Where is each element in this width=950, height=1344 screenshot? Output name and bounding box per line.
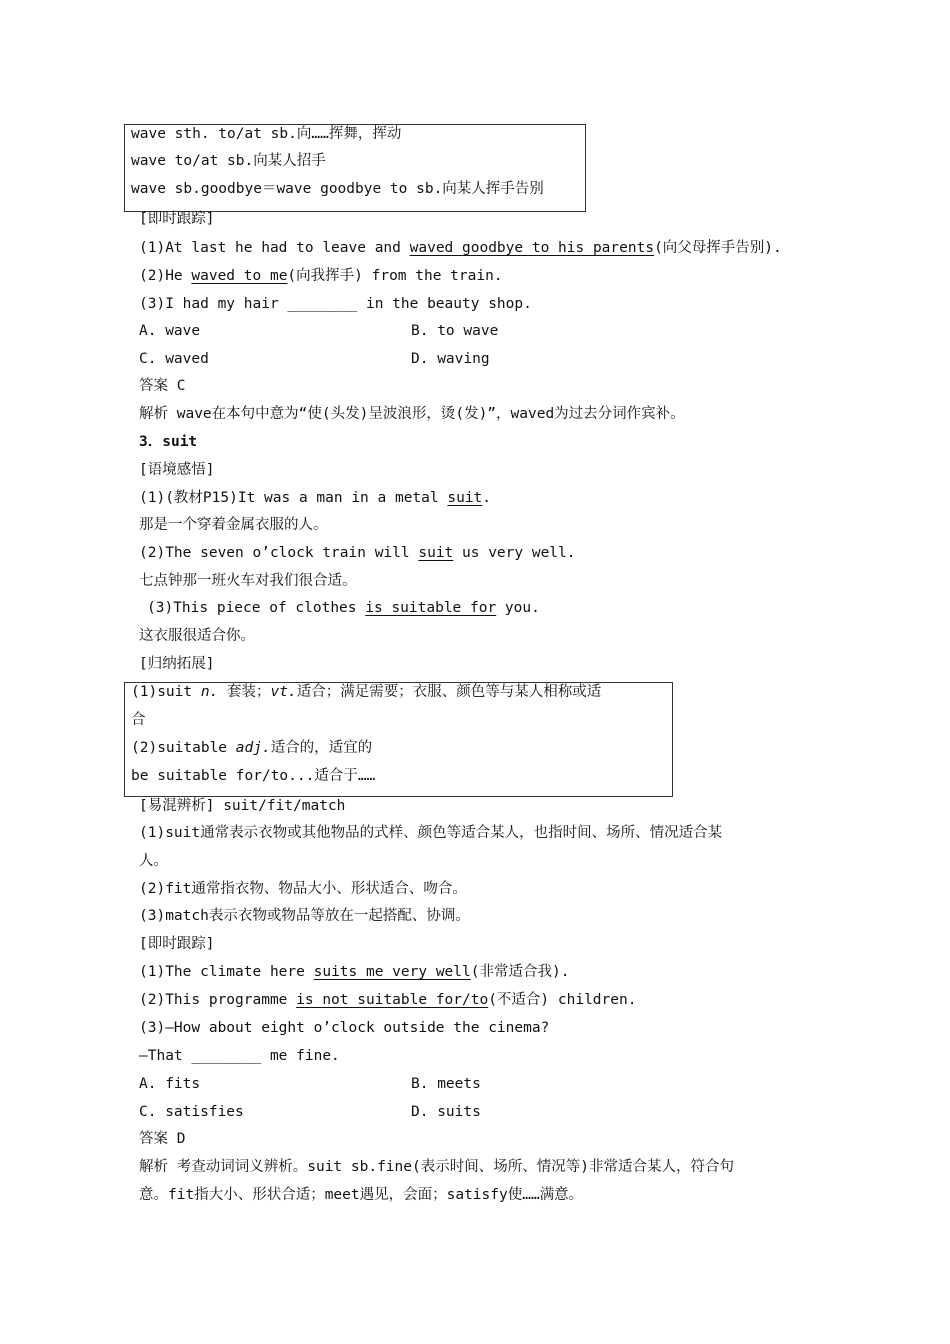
- section-heading: [归纳拓展]: [139, 656, 215, 672]
- answer-fill: is not suitable for/to: [296, 992, 489, 1008]
- example-translation: 这衣服很适合你。: [139, 628, 255, 644]
- exercise-item: (1)The climate here suits me very well(非常适合我).: [139, 964, 570, 980]
- wave-usage-line-3: wave sb.goodbye＝wave goodbye to sb.向某人挥手告别: [131, 181, 544, 197]
- answer: 答案 C: [139, 378, 186, 394]
- option-d: D. suits: [411, 1104, 481, 1120]
- example-translation: 那是一个穿着金属衣服的人。: [139, 517, 328, 533]
- wave-usage-line-2: wave to/at sb.向某人招手: [131, 153, 326, 169]
- paragraph: (2)fit通常指衣物、物品大小、形状适合、吻合。: [139, 881, 467, 897]
- section-heading: [语境感悟]: [139, 462, 215, 478]
- suit-usage-line-2: (2)suitable adj.适合的，适宜的: [131, 740, 373, 756]
- option-c: C. waved: [139, 351, 209, 367]
- exercise-item: (2)He waved to me(向我挥手) from the train.: [139, 268, 503, 284]
- suit-usage-line-3: be suitable for/to...适合于……: [131, 768, 376, 784]
- suit-usage-line-1: (1)suit n. 套装；vt.适合；满足需要；衣服、颜色等与某人相称或适: [131, 684, 602, 700]
- option-b: B. to wave: [411, 323, 499, 339]
- paragraph: (3)match表示衣物或物品等放在一起搭配、协调。: [139, 908, 470, 924]
- option-d: D. waving: [411, 351, 490, 367]
- option-a: A. fits: [139, 1076, 201, 1092]
- section-heading: [即时跟踪]: [139, 211, 215, 227]
- example-sentence: (3)This piece of clothes is suitable for you.: [147, 600, 540, 616]
- suit-usage-line-1-cont: 合: [131, 712, 146, 728]
- option-a: A. wave: [139, 323, 201, 339]
- example-sentence: (1)(教材P15)It was a man in a metal suit.: [139, 490, 492, 506]
- answer-fill: waved goodbye to his parents: [409, 240, 655, 256]
- option-b: B. meets: [411, 1076, 481, 1092]
- example-sentence: (2)The seven o’clock train will suit us very well.: [139, 545, 576, 561]
- exercise-item: (3)I had my hair ________ in the beauty shop.: [139, 296, 532, 312]
- wave-usage-line-1: wave sth. to/at sb.向……挥舞，挥动: [131, 126, 402, 142]
- answer-fill: waved to me: [191, 268, 288, 284]
- exercise-item: (1)At last he had to leave and waved goodbye to his parents(向父母挥手告别).: [139, 240, 782, 256]
- exercise-item: (3)—How about eight o’clock outside the cinema?: [139, 1020, 550, 1036]
- paragraph: 人。: [139, 853, 168, 869]
- option-c: C. satisfies: [139, 1104, 244, 1120]
- analysis: 解析 wave在本句中意为“使(头发)呈波浪形，烫(发)”，waved为过去分词作宾补。: [139, 406, 685, 422]
- section-heading: [即时跟踪]: [139, 936, 215, 952]
- exercise-item: (2)This programme is not suitable for/to(不适合) children.: [139, 992, 637, 1008]
- paragraph: (1)suit通常表示衣物或其他物品的式样、颜色等适合某人，也指时间、场所、情况适合某: [139, 825, 723, 841]
- section-heading: [易混辨析] suit/fit/match: [139, 798, 346, 814]
- example-translation: 七点钟那一班火车对我们很合适。: [139, 573, 357, 589]
- analysis: 解析 考查动词词义辨析。suit sb.fine(表示时间、场所、情况等)非常适合某人，符合句: [139, 1159, 734, 1175]
- answer: 答案 D: [139, 1131, 186, 1147]
- answer-fill: suits me very well: [313, 964, 471, 980]
- exercise-item: —That ________ me fine.: [139, 1048, 340, 1064]
- section-title: 3．suit: [139, 434, 198, 450]
- analysis: 意。fit指大小、形状合适；meet遇见，会面；satisfy使……满意。: [139, 1187, 584, 1203]
